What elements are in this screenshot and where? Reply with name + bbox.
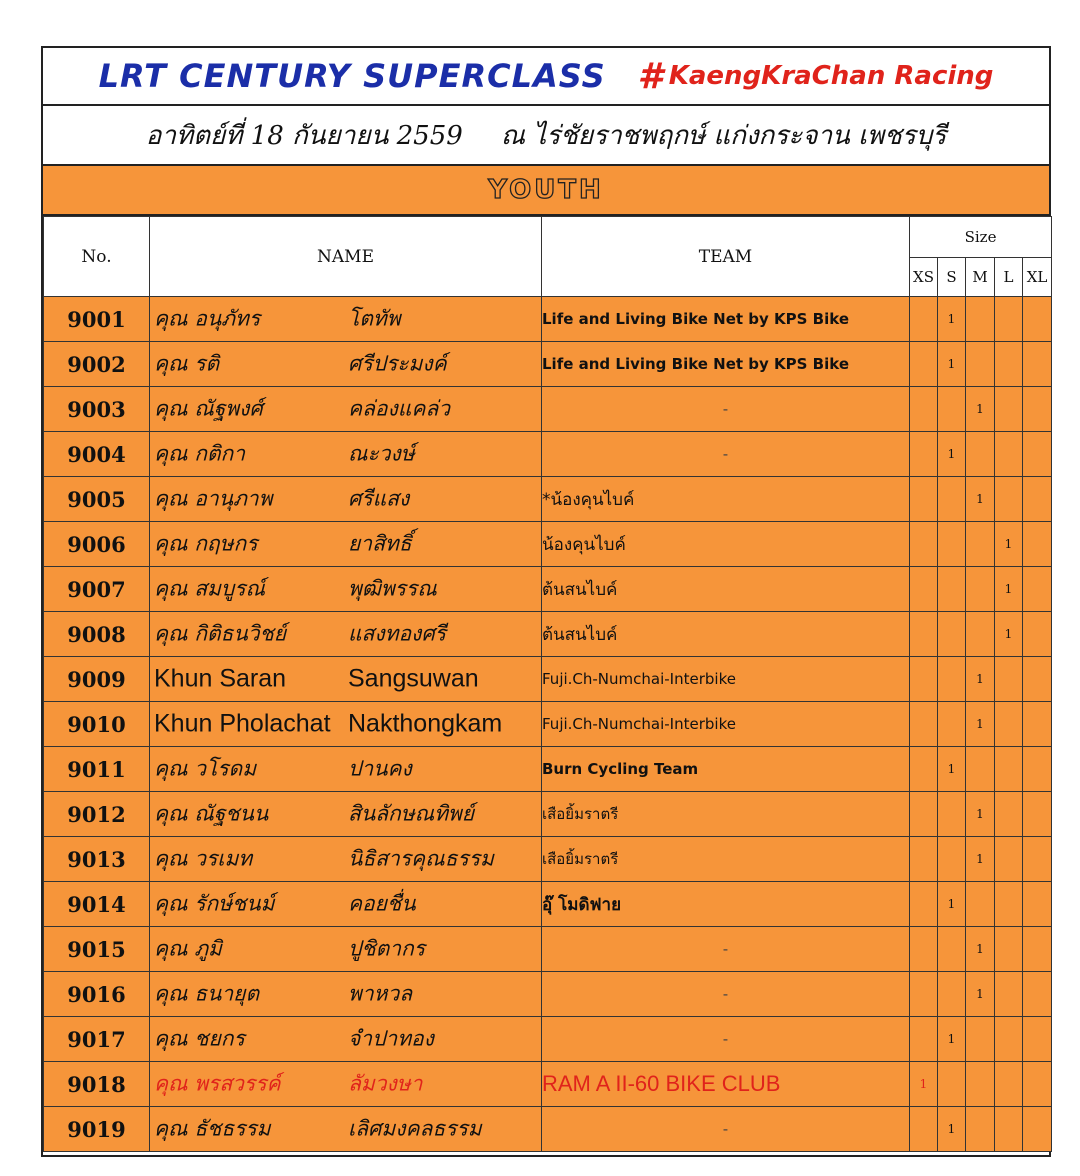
last-name: ปานคง [348, 756, 412, 781]
size-xl [1023, 882, 1052, 927]
size-m: 1 [966, 927, 995, 972]
rider-name [150, 1062, 542, 1107]
size-m: 1 [966, 702, 995, 747]
first-name: คุณ กฤษกร [154, 531, 258, 556]
table-row [44, 1062, 1052, 1107]
size-s [938, 702, 966, 747]
size-m: 1 [966, 387, 995, 432]
first-name: คุณ ธัชธรรม [154, 1116, 271, 1141]
last-name: พุฒิพรรณ [348, 576, 437, 601]
size-l [995, 432, 1023, 477]
size-m [966, 567, 995, 612]
size-xs [910, 657, 938, 702]
rider-number: 9005 [44, 477, 150, 522]
size-header-l: L [995, 258, 1023, 297]
size-l: 1 [995, 567, 1023, 612]
rider-name [150, 837, 542, 882]
size-l [995, 477, 1023, 522]
size-xl [1023, 297, 1052, 342]
size-s [938, 522, 966, 567]
team-name: *น้องคุนไบค์ [542, 477, 910, 522]
size-s [938, 1062, 966, 1107]
team-name: Life and Living Bike Net by KPS Bike [542, 297, 910, 342]
size-xl [1023, 1017, 1052, 1062]
size-xl [1023, 612, 1052, 657]
size-xs [910, 477, 938, 522]
size-l [995, 792, 1023, 837]
size-m [966, 1062, 995, 1107]
size-s: 1 [938, 342, 966, 387]
size-l [995, 837, 1023, 882]
team-name: Fuji.Ch-Numchai-Interbike [542, 657, 910, 702]
team-name: Life and Living Bike Net by KPS Bike [542, 342, 910, 387]
title-banner [43, 48, 1049, 106]
size-l [995, 1107, 1023, 1152]
size-header-xl: XL [1023, 258, 1052, 297]
table-row [44, 612, 1052, 657]
rider-name [150, 1107, 542, 1152]
rider-name [150, 747, 542, 792]
size-xs [910, 1017, 938, 1062]
table-row [44, 747, 1052, 792]
size-xl [1023, 747, 1052, 792]
first-name: Khun Pholachat [154, 709, 331, 738]
rider-number: 9009 [44, 657, 150, 702]
rider-name [150, 342, 542, 387]
size-xl [1023, 702, 1052, 747]
size-xs [910, 837, 938, 882]
size-xs [910, 297, 938, 342]
rider-number: 9006 [44, 522, 150, 567]
size-m: 1 [966, 657, 995, 702]
size-m: 1 [966, 792, 995, 837]
rider-number: 9008 [44, 612, 150, 657]
size-xl [1023, 837, 1052, 882]
table-row [44, 702, 1052, 747]
first-name: คุณ วรเมท [154, 846, 253, 871]
size-s [938, 612, 966, 657]
size-s: 1 [938, 1017, 966, 1062]
table-row [44, 792, 1052, 837]
event-subtitle: KaengKraChan Racing [668, 61, 994, 91]
size-xs [910, 882, 938, 927]
size-header-m: M [966, 258, 995, 297]
size-l [995, 1062, 1023, 1107]
first-name: คุณ ภูมิ [154, 936, 222, 961]
rider-name [150, 387, 542, 432]
rider-number: 9012 [44, 792, 150, 837]
last-name: ศรีประมงค์ [348, 351, 447, 376]
rider-number: 9011 [44, 747, 150, 792]
table-row [44, 567, 1052, 612]
size-s: 1 [938, 297, 966, 342]
size-s [938, 837, 966, 882]
size-l [995, 882, 1023, 927]
rider-number: 9013 [44, 837, 150, 882]
team-name: เสือยิ้มราตรี [542, 837, 910, 882]
rider-number: 9007 [44, 567, 150, 612]
rider-name [150, 567, 542, 612]
size-xs [910, 792, 938, 837]
last-name: คอยชื่น [348, 891, 416, 916]
first-name: Khun Saran [154, 664, 287, 693]
size-m [966, 1017, 995, 1062]
rider-number: 9016 [44, 972, 150, 1017]
roster-body [44, 297, 1052, 1152]
rider-name [150, 927, 542, 972]
category-heading: YOUTH [43, 166, 1049, 216]
event-title: LRT CENTURY SUPERCLASS [98, 57, 606, 95]
first-name: คุณ ชยกร [154, 1026, 245, 1051]
size-s [938, 792, 966, 837]
first-name: คุณ อนุภัทร [154, 306, 261, 331]
size-s [938, 657, 966, 702]
roster-sheet [41, 46, 1051, 1157]
size-m [966, 432, 995, 477]
rider-number: 9015 [44, 927, 150, 972]
last-name: ณะวงษ์ [348, 441, 415, 466]
table-row [44, 657, 1052, 702]
size-l: 1 [995, 612, 1023, 657]
column-header-name: NAME [150, 217, 542, 297]
size-xl [1023, 477, 1052, 522]
event-date: อาทิตย์ที่ 18 กันยายน 2559 [145, 120, 463, 151]
rider-number: 9001 [44, 297, 150, 342]
rider-name [150, 972, 542, 1017]
table-row [44, 297, 1052, 342]
table-row [44, 972, 1052, 1017]
last-name: ปูชิตากร [348, 936, 426, 961]
last-name: เลิศมงคลธรรม [348, 1116, 482, 1141]
last-name: ศรีแสง [348, 486, 410, 511]
team-name: RAM A II-60 BIKE CLUB [542, 1062, 910, 1107]
team-name: อุ๊ โมดิฟาย [542, 882, 910, 927]
team-name: - [542, 1107, 910, 1152]
rider-name [150, 702, 542, 747]
last-name: ยาสิทธิ์ [348, 531, 412, 556]
rider-name [150, 1017, 542, 1062]
size-s: 1 [938, 882, 966, 927]
size-xs [910, 522, 938, 567]
rider-number: 9002 [44, 342, 150, 387]
rider-name [150, 477, 542, 522]
size-l [995, 972, 1023, 1017]
rider-name [150, 297, 542, 342]
last-name: Sangsuwan [348, 664, 479, 693]
size-xs [910, 387, 938, 432]
last-name: พาหวล [348, 981, 413, 1006]
rider-number: 9017 [44, 1017, 150, 1062]
size-s [938, 477, 966, 522]
size-m: 1 [966, 972, 995, 1017]
date-venue-row [43, 106, 1049, 166]
size-m [966, 747, 995, 792]
first-name: คุณ อานุภาพ [154, 486, 273, 511]
size-l [995, 387, 1023, 432]
rider-name [150, 657, 542, 702]
size-l [995, 297, 1023, 342]
size-xs [910, 1107, 938, 1152]
team-name: ต้นสนไบค์ [542, 567, 910, 612]
size-xs [910, 927, 938, 972]
team-name: ต้นสนไบค์ [542, 612, 910, 657]
last-name: จำปาทอง [348, 1026, 434, 1051]
size-m: 1 [966, 837, 995, 882]
first-name: คุณ ธนายุต [154, 981, 260, 1006]
size-l [995, 657, 1023, 702]
size-xl [1023, 342, 1052, 387]
size-m [966, 522, 995, 567]
size-s: 1 [938, 432, 966, 477]
size-xl [1023, 522, 1052, 567]
last-name: สินลักษณทิพย์ [348, 801, 475, 826]
last-name: Nakthongkam [348, 709, 503, 738]
size-l [995, 927, 1023, 972]
rider-number: 9003 [44, 387, 150, 432]
last-name: ลัมวงษา [348, 1071, 423, 1096]
last-name: คล่องแคล่ว [348, 396, 451, 421]
team-name: - [542, 927, 910, 972]
rider-name [150, 612, 542, 657]
size-xl [1023, 1107, 1052, 1152]
size-s [938, 387, 966, 432]
rider-number: 9010 [44, 702, 150, 747]
rider-number: 9004 [44, 432, 150, 477]
size-xl [1023, 432, 1052, 477]
size-s: 1 [938, 1107, 966, 1152]
team-name: Fuji.Ch-Numchai-Interbike [542, 702, 910, 747]
rider-name [150, 432, 542, 477]
table-row [44, 1017, 1052, 1062]
rider-name [150, 792, 542, 837]
rider-name [150, 882, 542, 927]
rider-number: 9019 [44, 1107, 150, 1152]
size-xs [910, 702, 938, 747]
team-name: - [542, 432, 910, 477]
team-name: - [542, 387, 910, 432]
size-s: 1 [938, 747, 966, 792]
column-header-team: TEAM [542, 217, 910, 297]
size-l: 1 [995, 522, 1023, 567]
size-xs [910, 432, 938, 477]
first-name: คุณ สมบูรณ์ [154, 576, 265, 601]
size-xl [1023, 927, 1052, 972]
size-m [966, 1107, 995, 1152]
team-name: เสือยิ้มราตรี [542, 792, 910, 837]
size-l [995, 1017, 1023, 1062]
team-name: - [542, 1017, 910, 1062]
first-name: คุณ รติ [154, 351, 220, 376]
size-xl [1023, 1062, 1052, 1107]
table-row [44, 387, 1052, 432]
table-row [44, 1107, 1052, 1152]
size-s [938, 927, 966, 972]
size-xs [910, 342, 938, 387]
size-xl [1023, 792, 1052, 837]
rider-number: 9018 [44, 1062, 150, 1107]
table-row [44, 882, 1052, 927]
table-row [44, 522, 1052, 567]
size-l [995, 747, 1023, 792]
size-xl [1023, 387, 1052, 432]
size-m [966, 297, 995, 342]
size-xs [910, 612, 938, 657]
size-xl [1023, 567, 1052, 612]
size-header-s: S [938, 258, 966, 297]
roster-table [43, 216, 1052, 1152]
first-name: คุณ กติกา [154, 441, 246, 466]
size-l [995, 702, 1023, 747]
table-row [44, 837, 1052, 882]
size-xs [910, 747, 938, 792]
size-s [938, 972, 966, 1017]
table-row [44, 927, 1052, 972]
size-m: 1 [966, 477, 995, 522]
column-header-no: No. [44, 217, 150, 297]
first-name: คุณ ณัฐชนน [154, 801, 269, 826]
first-name: คุณ ณัฐพงศ์ [154, 396, 263, 421]
table-row [44, 477, 1052, 522]
size-s [938, 567, 966, 612]
table-row [44, 432, 1052, 477]
rider-name [150, 522, 542, 567]
size-xl [1023, 657, 1052, 702]
column-header-size: Size [910, 217, 1052, 258]
last-name: นิธิสารคุณธรรม [348, 846, 494, 871]
team-name: Burn Cycling Team [542, 747, 910, 792]
size-xl [1023, 972, 1052, 1017]
size-m [966, 612, 995, 657]
table-row [44, 342, 1052, 387]
hash-mark: # [637, 55, 663, 97]
last-name: โตทัพ [348, 306, 401, 331]
event-venue: ณ ไร่ชัยราชพฤกษ์ แก่งกระจาน เพชรบุรี [500, 120, 947, 151]
size-m [966, 882, 995, 927]
size-xs: 1 [910, 1062, 938, 1107]
size-m [966, 342, 995, 387]
size-xs [910, 567, 938, 612]
first-name: คุณ รักษ์ชนม์ [154, 891, 275, 916]
size-header-xs: XS [910, 258, 938, 297]
rider-number: 9014 [44, 882, 150, 927]
first-name: คุณ วโรดม [154, 756, 257, 781]
first-name: คุณ พรสวรรค์ [154, 1071, 281, 1096]
team-name: น้องคุนไบค์ [542, 522, 910, 567]
size-xs [910, 972, 938, 1017]
last-name: แสงทองศรี [348, 621, 446, 646]
team-name: - [542, 972, 910, 1017]
first-name: คุณ กิติธนวิชย์ [154, 621, 287, 646]
size-l [995, 342, 1023, 387]
